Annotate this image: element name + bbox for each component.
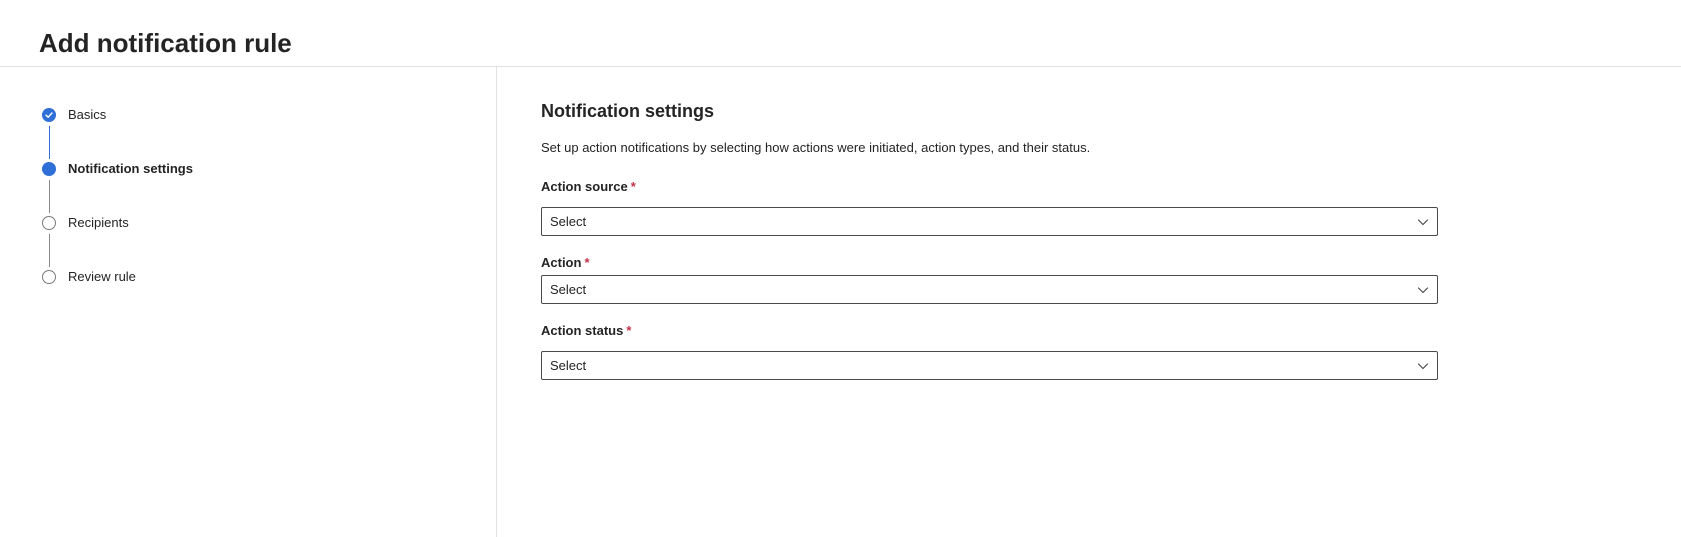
step-connector — [49, 180, 50, 213]
action-status-dropdown[interactable] — [541, 351, 1438, 380]
wizard-steps-pane — [0, 67, 497, 537]
pending-step-icon — [42, 216, 56, 230]
page-header — [0, 0, 1681, 67]
chevron-down-icon — [1417, 360, 1429, 372]
step-connector — [49, 126, 50, 159]
action-dropdown[interactable] — [541, 275, 1438, 304]
pending-step-icon — [42, 270, 56, 284]
required-asterisk: * — [626, 323, 632, 338]
action-label — [541, 255, 590, 270]
section-title: Notification settings — [541, 101, 715, 121]
dropdown-value: Select — [550, 358, 587, 373]
step-recipients[interactable] — [42, 215, 129, 231]
step-notification-settings[interactable] — [42, 161, 193, 177]
required-asterisk: * — [584, 255, 590, 270]
action-status-label — [541, 323, 631, 338]
step-label: Notification settings — [68, 161, 193, 176]
step-label: Basics — [68, 107, 107, 122]
field-label-text: Action status — [541, 323, 624, 338]
chevron-down-icon — [1417, 216, 1429, 228]
page-title: Add notification rule — [39, 28, 292, 58]
field-label-text: Action — [541, 255, 582, 270]
step-basics[interactable] — [42, 107, 106, 123]
step-connector — [49, 234, 50, 267]
action-source-dropdown[interactable] — [541, 207, 1438, 236]
chevron-down-icon — [1417, 284, 1429, 296]
step-review-rule[interactable] — [42, 269, 136, 285]
step-label: Recipients — [68, 215, 129, 230]
dropdown-value: Select — [550, 214, 587, 229]
checkmark-icon — [42, 108, 56, 122]
section-description: Set up action notifications by selecting how actions were initiated, action types, and their status. — [541, 140, 1091, 155]
step-label: Review rule — [68, 269, 136, 284]
required-asterisk: * — [630, 179, 636, 194]
current-step-icon — [42, 162, 56, 176]
action-source-label — [541, 179, 636, 194]
dropdown-value: Select — [550, 282, 587, 297]
field-label-text: Action source — [541, 179, 628, 194]
